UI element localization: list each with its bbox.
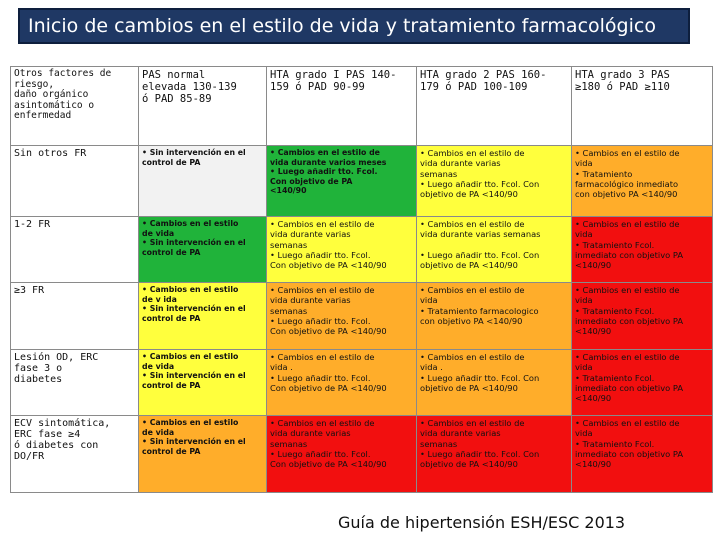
cell-line: • Cambios en el estilo de xyxy=(575,352,680,362)
column-header-line: HTA grado 2 PAS 160- xyxy=(420,69,547,81)
cell-line: • Luego añadir tto. Fcol. Con xyxy=(420,448,540,459)
row-label-line: ≥3 FR xyxy=(14,285,45,296)
column-header-line: elevada 130-139 xyxy=(142,81,237,93)
cell-line: <140/90 xyxy=(575,393,612,404)
cell-line: • Cambios en el estilo de xyxy=(270,219,375,229)
column-header-grade3 xyxy=(572,67,713,146)
cell-grade2 xyxy=(417,217,572,283)
cell-line: • Cambios en el estilo xyxy=(142,352,239,361)
cell-line: • Cambios en el estilo de xyxy=(420,219,525,229)
row-label-line: Sin otros FR xyxy=(14,148,87,159)
cell-line: Con objetivo de PA <140/90 xyxy=(270,326,387,337)
row-label-line: ERC fase ≥4 xyxy=(14,429,81,440)
cell-line: inmediato con objetivo PA xyxy=(575,315,683,326)
corner-line: Otros factores de xyxy=(14,68,112,79)
cell-line: de vida xyxy=(142,361,175,371)
row-label-line: fase 3 o xyxy=(14,363,63,374)
row-label xyxy=(11,217,139,283)
cell-line: • Luego añadir tto. Fcol. xyxy=(270,167,378,177)
row-label-line: Lesión OD, ERC xyxy=(14,352,99,363)
cell-line: • Tratamiento Fcol. xyxy=(575,438,655,449)
corner-line: asintomático o xyxy=(14,99,95,111)
cell-line: vida durante varias xyxy=(420,158,501,169)
cell-line: vida durante varias xyxy=(420,428,501,439)
cell-line: objetivo de PA <140/90 xyxy=(420,382,518,393)
cell-line: • Sin intervención en el xyxy=(142,304,246,314)
row-label-line: ó diabetes con xyxy=(14,440,99,451)
cell-line: • Cambios en el estilo de xyxy=(420,352,525,362)
cell-normal xyxy=(139,146,267,217)
row-label xyxy=(11,146,139,217)
column-header-line: HTA grado 3 PAS xyxy=(575,69,670,81)
table-row xyxy=(11,350,713,416)
cell-line: Con objetivo de PA xyxy=(270,176,353,186)
cell-line: Con objetivo de PA <140/90 xyxy=(270,459,387,470)
cell-line: de vida xyxy=(142,427,175,437)
cell-line: • Cambios en el estilo de xyxy=(420,285,525,295)
table-row xyxy=(11,416,713,493)
cell-line: <140/90 xyxy=(575,326,612,337)
cell-line: control de PA xyxy=(142,247,201,257)
row-label xyxy=(11,283,139,350)
cell-line: objetivo de PA <140/90 xyxy=(420,189,518,200)
page-title: Inicio de cambios en el estilo de vida y tratamiento farmacológico xyxy=(18,8,690,44)
cell-line: • Luego añadir tto. Fcol. Con xyxy=(420,249,540,260)
cell-line: • Cambios en el estilo de xyxy=(575,219,680,229)
cell-line: de vida xyxy=(142,228,175,238)
cell-line: vida xyxy=(575,158,593,169)
column-header-line: ó PAD 85-89 xyxy=(142,93,212,105)
column-header-grade2 xyxy=(417,67,572,146)
cell-line: • Cambios en el estilo de xyxy=(420,418,525,428)
cell-grade3 xyxy=(572,283,713,350)
cell-line: inmediato con objetivo PA xyxy=(575,382,683,393)
cell-line: • Cambios en el estilo de xyxy=(270,285,375,295)
cell-line: semanas xyxy=(270,239,308,250)
cell-normal xyxy=(139,283,267,350)
row-label-line: DO/FR xyxy=(14,451,45,462)
column-header-line: 159 ó PAD 90-99 xyxy=(270,81,365,93)
cell-grade3 xyxy=(572,416,713,493)
cell-line: control de PA xyxy=(142,380,201,390)
column-header-line: 179 ó PAD 100-109 xyxy=(420,81,528,93)
cell-line: • Luego añadir tto. Fcol. Con xyxy=(420,178,540,189)
cell-line: de v ida xyxy=(142,294,177,304)
cell-line: • Cambios en el estilo de xyxy=(575,148,680,158)
cell-line: con objetivo PA <140/90 xyxy=(575,189,678,200)
cell-line: • Luego añadir tto. Fcol. Con xyxy=(420,372,540,383)
corner-line: daño orgánico xyxy=(14,89,89,100)
cell-grade3 xyxy=(572,217,713,283)
cell-line: inmediato con objetivo PA xyxy=(575,249,683,260)
cell-line: • Tratamiento farmacologico xyxy=(420,305,539,316)
cell-line: vida durante varias semanas xyxy=(420,229,541,240)
cell-line: Con objetivo de PA <140/90 xyxy=(270,382,387,393)
cell-line: • Tratamiento xyxy=(575,168,633,179)
cell-line: • Tratamiento Fcol. xyxy=(575,372,655,383)
cell-line: control de PA xyxy=(142,313,201,323)
cell-line: vida xyxy=(575,362,593,373)
cell-line: semanas xyxy=(420,168,458,179)
cell-grade1 xyxy=(267,350,417,416)
cell-line: con objetivo PA <140/90 xyxy=(420,315,523,326)
cell-line: vida xyxy=(575,229,593,240)
cell-line: semanas xyxy=(420,438,458,449)
cell-grade2 xyxy=(417,350,572,416)
cell-line: control de PA xyxy=(142,157,201,167)
cell-line: • Luego añadir tto. Fcol. xyxy=(270,315,371,326)
source-caption: Guía de hipertensión ESH/ESC 2013 xyxy=(338,513,626,532)
cell-line: vida xyxy=(575,295,593,306)
cell-grade3 xyxy=(572,146,713,217)
cell-line: • Cambios en el estilo de xyxy=(270,148,380,157)
cell-line: • Luego añadir tto. Fcol. xyxy=(270,249,371,260)
cell-line: vida durante varias xyxy=(270,428,351,439)
cell-line: vida durante varios meses xyxy=(270,157,387,167)
cell-line: • Cambios en el estilo de xyxy=(270,352,375,362)
column-header-line: ≥180 ó PAD ≥110 xyxy=(575,81,670,93)
cell-line: • Luego añadir tto. Fcol. xyxy=(270,372,371,383)
cell-normal xyxy=(139,217,267,283)
cell-line: vida . xyxy=(420,362,443,373)
table-row xyxy=(11,283,713,350)
cell-line: semanas xyxy=(270,438,308,449)
cell-line: objetivo de PA <140/90 xyxy=(420,260,518,271)
row-label xyxy=(11,350,139,416)
cell-line: <140/90 xyxy=(270,186,307,196)
cell-line: vida . xyxy=(270,362,293,373)
cell-line: • Tratamiento Fcol. xyxy=(575,239,655,250)
cell-line: • Cambios en el estilo xyxy=(142,219,239,228)
cell-grade1 xyxy=(267,217,417,283)
row-label-line: ECV sintomática, xyxy=(14,418,111,429)
header-row xyxy=(11,67,713,146)
cell-line: • Cambios en el estilo de xyxy=(575,285,680,295)
cell-normal xyxy=(139,350,267,416)
cell-line: • Sin intervención en el xyxy=(142,238,246,248)
table-row xyxy=(11,146,713,217)
cell-line: • Cambios en el estilo xyxy=(142,285,239,294)
treatment-table xyxy=(10,66,713,493)
cell-line: semanas xyxy=(270,305,308,316)
cell-line: vida xyxy=(575,428,593,439)
column-header-line: PAS normal xyxy=(142,69,206,81)
cell-line: • Tratamiento Fcol. xyxy=(575,305,655,316)
cell-line: • Cambios en el estilo de xyxy=(420,148,525,158)
cell-line: • Cambios en el estilo de xyxy=(575,418,680,428)
cell-grade1 xyxy=(267,146,417,217)
cell-line: vida xyxy=(420,295,438,306)
column-header-line: HTA grado I PAS 140- xyxy=(270,69,397,81)
corner-header xyxy=(11,67,139,146)
cell-grade2 xyxy=(417,283,572,350)
cell-line: • Luego añadir tto. Fcol. xyxy=(270,448,371,459)
cell-normal xyxy=(139,416,267,493)
cell-grade2 xyxy=(417,146,572,217)
cell-line: • Sin intervención en el xyxy=(142,437,246,447)
cell-grade1 xyxy=(267,416,417,493)
column-header-normal xyxy=(139,67,267,146)
column-header-grade1 xyxy=(267,67,417,146)
row-label-line: 1-2 FR xyxy=(14,219,51,230)
cell-line: • Cambios en el estilo de xyxy=(270,418,375,428)
row-label xyxy=(11,416,139,493)
corner-line: enfermedad xyxy=(14,110,72,121)
corner-line: riesgo, xyxy=(14,78,55,90)
cell-line: vida durante varias xyxy=(270,229,351,240)
cell-grade2 xyxy=(417,416,572,493)
cell-line: vida durante varias xyxy=(270,295,351,306)
cell-line: farmacológico inmediato xyxy=(575,178,679,189)
cell-line xyxy=(420,240,568,250)
row-label-line: diabetes xyxy=(14,374,63,385)
cell-grade1 xyxy=(267,283,417,350)
cell-line: • Sin intervención en el xyxy=(142,148,246,157)
cell-line: • Cambios en el estilo xyxy=(142,418,239,427)
cell-line: <140/90 xyxy=(575,459,612,470)
cell-line: inmediato con objetivo PA xyxy=(575,448,683,459)
cell-line: <140/90 xyxy=(575,260,612,271)
cell-line: Con objetivo de PA <140/90 xyxy=(270,260,387,271)
cell-line: objetivo de PA <140/90 xyxy=(420,459,518,470)
table-row xyxy=(11,217,713,283)
cell-line: • Sin intervención en el xyxy=(142,371,246,381)
cell-grade3 xyxy=(572,350,713,416)
cell-line: control de PA xyxy=(142,446,201,456)
